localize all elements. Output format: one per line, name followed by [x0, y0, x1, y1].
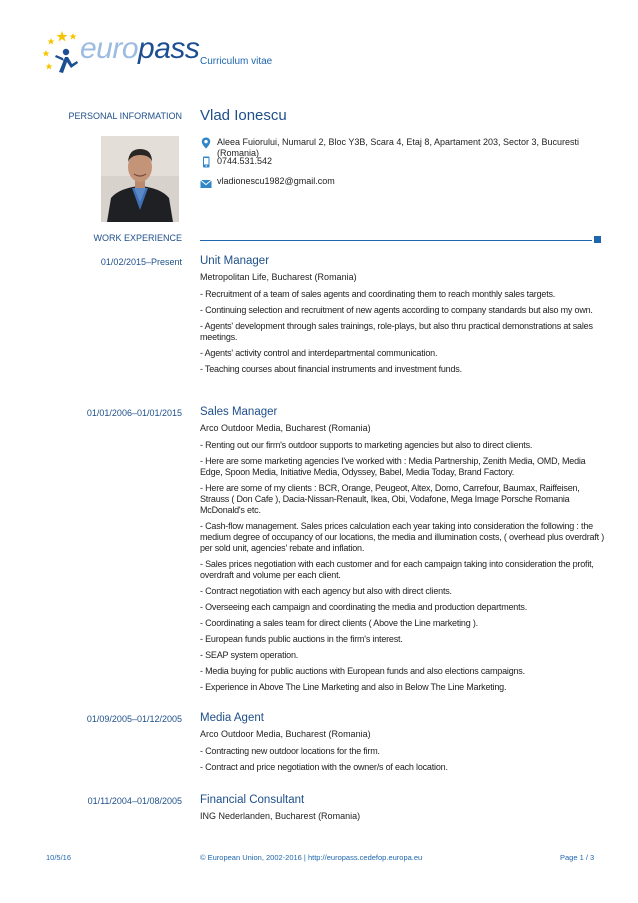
job-entry-financial-consultant: [200, 793, 605, 828]
job-employer: Metropolitan Life, Bucharest (Romania): [200, 272, 357, 282]
email-text[interactable]: vladionescu1982@gmail.com: [217, 176, 335, 186]
job-duty: - Recruitment of a team of sales agents and coordinating them to reach monthly sales targets.: [200, 289, 556, 299]
section-divider-line: [200, 240, 592, 241]
job-entry-unit-manager: [200, 254, 605, 380]
job-dates: 01/02/2015–Present: [100, 257, 182, 267]
job-duty: - SEAP system operation.: [200, 650, 299, 660]
job-duty: - Overseeing each campaign and coordinating the media and production departments.: [200, 602, 528, 612]
footer-page-number: Page 1 / 3: [560, 853, 595, 862]
job-duty: - Sales prices negotiation with each customer and for each campaign taking into consideration the profit, overdraft and volume per each client.: [200, 559, 594, 580]
job-duty: - Contract and price negotiation with the owner/s of each location.: [200, 762, 448, 772]
footer-copyright-link[interactable]: © European Union, 2002-2016 | http://europass.cedefop.europa.eu: [200, 853, 423, 862]
job-title: Media Agent: [200, 712, 264, 724]
job-duty: - Renting out our firm's outdoor supports to marketing agencies but also to direct clients.: [200, 440, 533, 450]
job-dates: 01/11/2004–01/08/2005: [87, 796, 182, 806]
job-duty: - Experience in Above The Line Marketing and also in Below The Line Marketing.: [200, 682, 507, 692]
job-duty: - Contract negotiation with each agency but also with direct clients.: [200, 586, 452, 596]
job-entry-media-agent: [200, 711, 605, 778]
section-divider-square: [594, 236, 601, 243]
job-employer: ING Nederlanden, Bucharest (Romania): [200, 811, 361, 821]
job-duty: - Teaching courses about financial instruments and investment funds.: [200, 364, 462, 374]
job-duty: - Contracting new outdoor locations for the firm.: [200, 746, 380, 756]
personal-information-label: PERSONAL INFORMATION: [68, 111, 182, 121]
phone-text: 0744.531.542: [217, 156, 273, 166]
person-name: Vlad Ionescu: [200, 107, 287, 124]
profile-photo: [101, 136, 179, 222]
address-text: Aleea Fuiorului, Numarul 2, Bloc Y3B, Scara 4, Etaj 8, Apartament 203, Sector 3, Bucuresti (Romania): [217, 137, 580, 158]
job-duty: - Coordinating a sales team for direct clients ( Above the Line marketing ).: [200, 618, 478, 628]
europass-logo: [42, 28, 200, 82]
job-duty: - Continuing selection and recruitment of new agents according to company standards but also my own.: [200, 305, 593, 315]
job-employer: Arco Outdoor Media, Bucharest (Romania): [200, 729, 371, 739]
job-duty: - Agents' activity control and interdepartmental communication.: [200, 348, 438, 358]
job-duty: - Media buying for public auctions with European funds and also elections campaigns.: [200, 666, 525, 676]
work-experience-label: WORK EXPERIENCE: [93, 233, 182, 243]
profile-photo-image: [101, 136, 179, 222]
job-duty: - Here are some of my clients : BCR, Orange, Peugeot, Altex, Domo, Carrefour, Baumax, Raiffeisen, Strauss ( Don Cafe ), Dacia-Nissan-Renault, Ikea, Obi, Vodafone, Mega Image Porsche Romania McDonald's etc.: [200, 483, 580, 515]
job-duty: - Agents' development through sales trainings, role-plays, but also thru practical demonstrations at sales meetings.: [200, 321, 593, 342]
doc-title: Curriculum vitae: [200, 56, 273, 67]
footer-date: 10/5/16: [46, 853, 72, 862]
job-title: Financial Consultant: [200, 794, 305, 806]
job-duty: - Here are some marketing agencies I've worked with : Media Partnership, Zenith Media, OMD, Media Edge, Spoon Media, Initiative Media, Odyssey, Babel, Media Today, Brand Factory.: [200, 456, 586, 477]
job-employer: Arco Outdoor Media, Bucharest (Romania): [200, 423, 371, 433]
envelope-icon: [200, 178, 212, 190]
job-duty: - European funds public auctions in the firm's interest.: [200, 634, 403, 644]
job-dates: 01/01/2006–01/01/2015: [86, 408, 182, 418]
europass-wordmark: europass: [80, 32, 200, 65]
location-pin-icon: [200, 137, 212, 149]
job-entry-sales-manager: [200, 405, 605, 698]
job-duty: - Cash-flow management. Sales prices calculation each year taking into consideration the following : the medium degree of occupancy of our locations, the media and illumination costs, ( overhead plus overdraft ) per sold unit, agencies' rebate and inflation.: [200, 521, 605, 553]
job-dates: 01/09/2005–01/12/2005: [86, 714, 182, 724]
job-title: Sales Manager: [200, 406, 278, 418]
mobile-phone-icon: [200, 156, 212, 168]
job-title: Unit Manager: [200, 255, 270, 267]
